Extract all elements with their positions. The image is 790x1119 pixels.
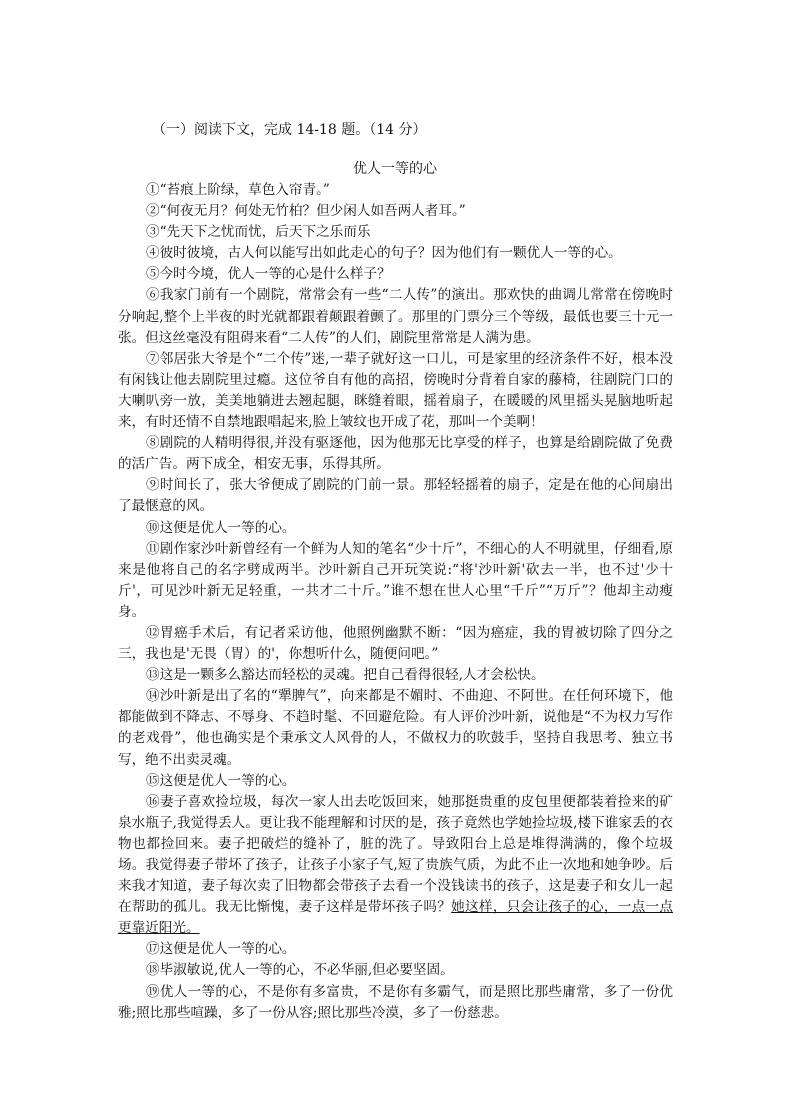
paragraph-15: ⑮这便是优人一等的心。 bbox=[146, 772, 296, 789]
paragraph-18: ⑱毕淑敏说,优人一等的心，不必华丽,但必要坚固。 bbox=[146, 962, 454, 979]
paragraph-6: ⑥我家门前有一个剧院，常常会有一些“二人传”的演出。那欢快的曲调儿常常在傍晚时分响起,整个上半夜的时光就都跟着颠跟着颤了。那里的门票分三个等级，最低也要三十元一张。但这丝毫没有阻碍来看“二人传”的人们，剧院里常常是人满为患。 bbox=[118, 287, 673, 346]
paragraph-16 bbox=[118, 792, 673, 940]
paragraph-19: ⑲优人一等的心，不是你有多富贵，不是你有多霸气，而是照比那些庸常，多了一份优雅;照比那些喧躁，多了一份从容;照比那些冷漠，多了一份慈悲。 bbox=[118, 983, 673, 1021]
paragraph-1: ①“苔痕上阶绿，草色入帘青。” bbox=[146, 182, 330, 198]
paragraph-5: ⑤今时今境，优人一等的心是什么样子？ bbox=[146, 266, 391, 283]
paragraph-11: ⑪剧作家沙叶新曾经有一个鲜为人知的笔名“少十斤”，不细心的人不明就里，仔细看,原来是他将自己的名字劈成两半。沙叶新自己开玩笑说:“将'沙叶新'砍去一半，也不过'少十斤'，可见沙叶新无足轻重，一共才二十斤。”谁不想在世人心里“千斤”“万斤”？他却主动瘦身。 bbox=[118, 540, 673, 620]
paragraph-9: ⑨时间长了，张大爷便成了剧院的门前一景。那轻轻摇着的扇子，定是在他的心间扇出了最惬意的风。 bbox=[118, 477, 673, 515]
paragraph-12: ⑫胃癌手术后，有记者采访他，他照例幽默不断：“因为癌症，我的胃被切除了四分之三，我也是'无畏（胃）的'，你想听什么，随便问吧。” bbox=[118, 624, 673, 663]
paragraph-2: ②“何夜无月？何处无竹柏？但少闲人如吾两人者耳。” bbox=[146, 203, 466, 220]
paragraph-8: ⑧剧院的人精明得很,并没有驱逐他，因为他那无比享受的样子，也算是给剧院做了免费的活广告。两下成全，相安无事，乐得其所。 bbox=[118, 435, 673, 473]
paragraph-10: ⑩这便是优人一等的心。 bbox=[146, 519, 296, 536]
paragraph-17: ⑰这便是优人一等的心。 bbox=[146, 941, 296, 958]
paragraph-13: ⑬这是一颗多么豁达而轻松的灵魂。把自己看得很轻,人才会松快。 bbox=[146, 667, 545, 684]
paragraph-4: ④彼时彼境，古人何以能写出如此走心的句子？因为他们有一颗优人一等的心。 bbox=[146, 245, 622, 262]
paragraph-3: ③“先天下之忧而忧，后天下之乐而乐 bbox=[146, 224, 371, 241]
section-heading: （一）阅读下文，完成 14-18 题。（14 分） bbox=[152, 122, 427, 138]
paragraph-7: ⑦邻居张大爷是个“二个传”迷,一辈子就好这一口儿，可是家里的经济条件不好，根本没有闲钱让他去剧院里过瘾。这位爷自有他的高招，傍晚时分背着自家的藤椅，往剧院门口的大喇叭旁一放，美美地躺进去翘起腿，眯缝着眼，摇着扇子，在暖暖的风里摇头晃脑地听起来，有时还情不自禁地跟唱起来,脸上皱纹也开成了花，那叫一个美啊！ bbox=[118, 350, 673, 431]
underlined-sentence: 她这样，只会让孩子的心，一点一点更靠近阳光。 bbox=[118, 899, 673, 937]
article-body bbox=[118, 180, 673, 1024]
paragraph-16-text: ⑯妻子喜欢捡垃圾，每次一家人出去吃饭回来，她那挺贵重的皮包里便都装着捡来的矿泉水瓶子,我觉得丢人。更让我不能理解和讨厌的是，孩子竟然也学她捡垃圾,楼下谁家丢的衣物也都捡回来。妻子把破烂的缝补了，脏的洗了。导致阳台上总是堆得满满的，像个垃圾场。我觉得妻子带坏了孩子，让孩子小家子气,短了贵族气质，为此不止一次地和她争吵。后来我才知道，妻子每次卖了旧物都会带孩子去看一个没钱读书的孩子，这是妻子和女儿一起在帮助的孤儿。我无比惭愧，妻子这样是带坏孩子吗？ bbox=[118, 793, 673, 916]
article-title: 优人一等的心 bbox=[353, 161, 437, 177]
paragraph-14: ⑭沙叶新是出了名的“犟脾气”，向来都是不媚时、不曲迎、不阿世。在任何环境下，他都能做到不降志、不辱身、不趋时髦、不回避危险。有人评价沙叶新，说他是“不为权力写作的老戏骨”，他也确实是个秉承文人风骨的人，不做权力的吹鼓手，坚持自我思考、独立书写，绝不出卖灵魂。 bbox=[118, 688, 673, 768]
